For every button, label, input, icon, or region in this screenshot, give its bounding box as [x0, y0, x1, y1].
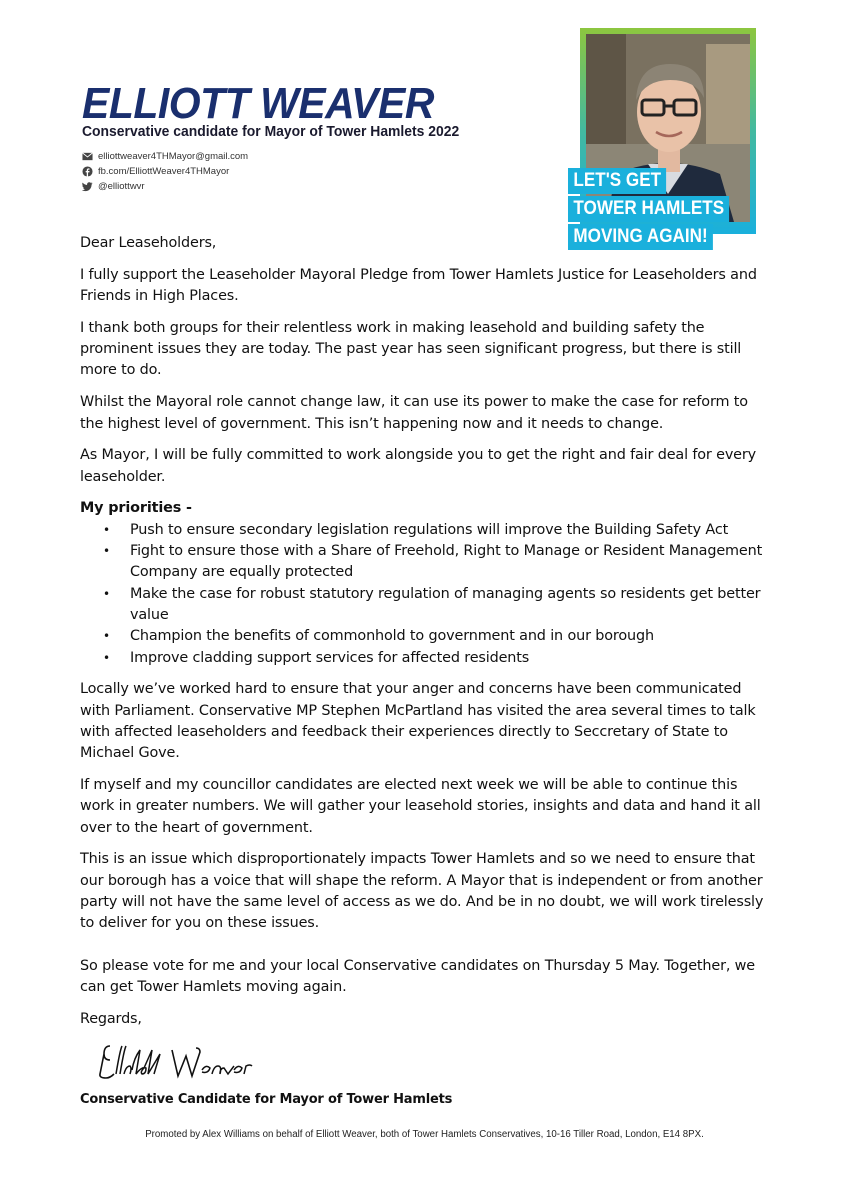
priority-item: • Push to ensure secondary legislation regulations will improve the Building Safety Act: [130, 520, 770, 541]
paragraph-6: If myself and my councillor candidates are elected next week we will be able to continue this work in greater numbers. We will gather your leasehold stories, insights and data and hand it all over to the heart of government.: [80, 777, 761, 836]
slogan-line-3: MOVING AGAIN!: [568, 224, 713, 250]
closing-paragraph: So please vote for me and your local Conservative candidates on Thursday 5 May. Together, we can get Tower Hamlets moving again.: [80, 958, 756, 996]
contact-list: [82, 149, 248, 194]
contact-facebook-text: fb.com/ElliottWeaver4THMayor: [98, 166, 230, 177]
campaign-image: [568, 28, 756, 245]
paragraph-4: As Mayor, I will be fully committed to work alongside you to get the right and fair deal for every leaseholder.: [80, 447, 757, 485]
letter-body: [80, 233, 770, 1041]
mail-icon: [82, 151, 93, 162]
contact-email-text: elliottweaver4THMayor@gmail.com: [98, 151, 249, 162]
priorities-heading: My priorities -: [80, 500, 192, 517]
paragraph-7: This is an issue which disproportionately impacts Tower Hamlets and so we need to ensure that our borough has a voice that will shape the reform. A Mayor that is independent or from another party will not have the same level of access as we do. And be in no doubt, we will work tirelessly to deliver for you on these issues.: [80, 851, 764, 932]
candidate-subtitle: Conservative candidate for Mayor of Tower Hamlets 2022: [82, 124, 460, 140]
twitter-icon: [82, 181, 93, 192]
priority-item: • Fight to ensure those with a Share of Freehold, Right to Manage or Resident Management Company are equally protected: [130, 541, 770, 584]
contact-twitter-text: @elliottwvr: [98, 181, 145, 192]
paragraph-5: Locally we’ve worked hard to ensure that your anger and concerns have been communicated with Parliament. Conservative MP Stephen McPartland has visited the area several times to talk with affected leaseholders and feedback their experiences directly to Seccretary of State to Michael Gove.: [80, 681, 756, 762]
priority-item: • Make the case for robust statutory regulation of managing agents so residents get better value: [130, 584, 770, 627]
signatory-title: Conservative Candidate for Mayor of Tower Hamlets: [80, 1092, 453, 1107]
greeting: Dear Leaseholders,: [80, 235, 217, 251]
spacer: [80, 945, 770, 956]
paragraph-2: I thank both groups for their relentless work in making leasehold and building safety the prominent issues they are today. The past year has seen significant progress, but there is still more to do.: [80, 319, 742, 379]
imprint-footer: Promoted by Alex Williams on behalf of Elliott Weaver, both of Tower Hamlets Conservatives, 10-16 Tiller Road, London, E14 8PX.: [145, 1129, 704, 1140]
paragraph-3: Whilst the Mayoral role cannot change law, it can use its power to make the case for reform to the highest level of government. This isn’t happening now and it needs to change.: [80, 394, 748, 432]
priority-item: • Improve cladding support services for affected residents: [130, 648, 770, 669]
slogan-line-2: TOWER HAMLETS: [568, 196, 730, 222]
contact-facebook[interactable]: [82, 164, 248, 179]
priorities-list: [80, 520, 770, 669]
handwritten-signature: [96, 1040, 276, 1082]
candidate-name: ELLIOTT WEAVER: [82, 79, 434, 128]
priority-item: • Champion the benefits of commonhold to government and in our borough: [130, 626, 770, 647]
slogan-line-1: LET'S GET: [568, 168, 666, 194]
contact-email[interactable]: [82, 149, 248, 164]
paragraph-1: I fully support the Leaseholder Mayoral Pledge from Tower Hamlets Justice for Leaseholders and Friends in High Places.: [80, 266, 757, 305]
sign-off: Regards,: [80, 1011, 142, 1028]
contact-twitter[interactable]: [82, 179, 248, 194]
facebook-icon: [82, 166, 93, 177]
